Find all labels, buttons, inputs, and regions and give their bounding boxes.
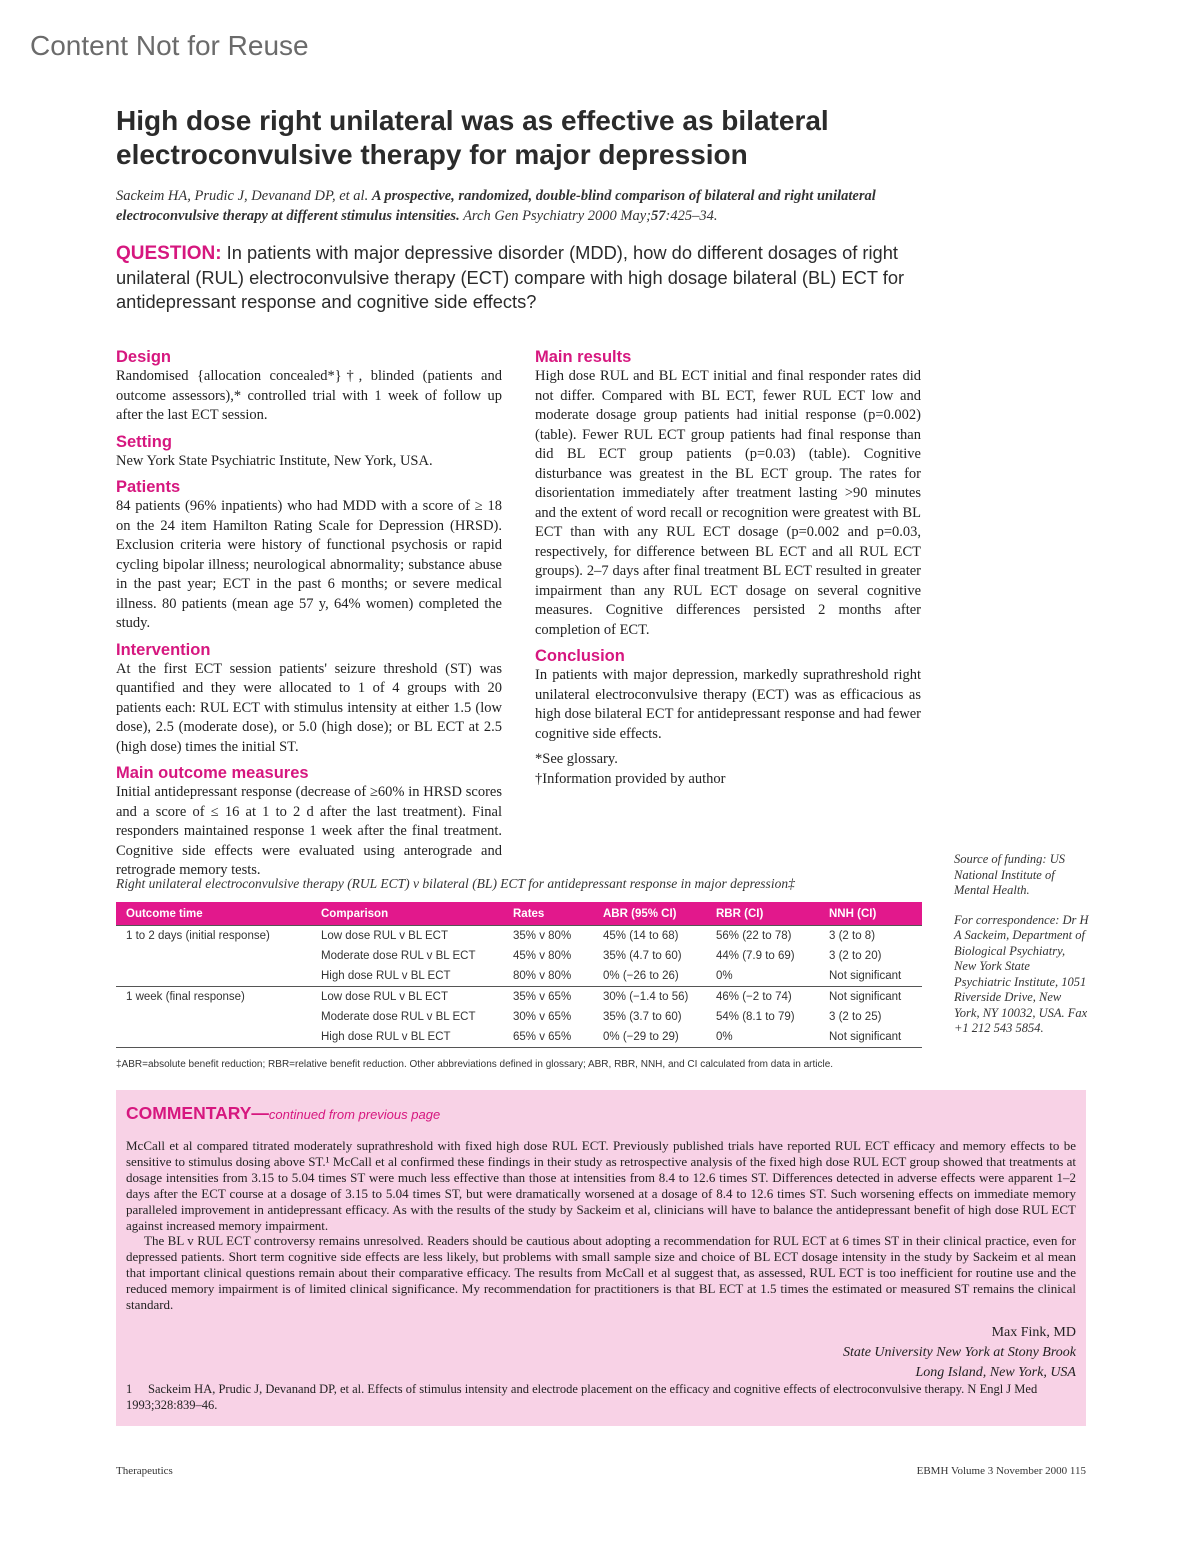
cell-comparison: Moderate dose RUL v BL ECT [321, 950, 476, 962]
cell-rates: 45% v 80% [513, 950, 572, 962]
cell-nnh: Not significant [819, 1027, 922, 1048]
header-rates: Rates [503, 902, 593, 926]
header-comparison: Comparison [311, 902, 503, 926]
cell-rates: 30% v 65% [513, 1011, 572, 1023]
header-abr: ABR (95% CI) [593, 902, 706, 926]
glossary-note: *See glossary. [535, 751, 618, 767]
cell-rbr: 46% (−2 to 74) [706, 987, 819, 1008]
cell-rates: 80% v 80% [513, 970, 572, 982]
cell-nnh: 3 (2 to 20) [829, 950, 882, 962]
funding-note: Source of funding: US National Institute of Mental Health. [954, 852, 1065, 897]
cell-rates: 35% v 80% [503, 926, 593, 947]
cell-outcome-time [116, 1027, 311, 1048]
question [116, 241, 916, 314]
header-rbr: RBR (CI) [706, 902, 819, 926]
cell-comparison: Low dose RUL v BL ECT [311, 987, 503, 1008]
conclusion-heading: Conclusion [535, 647, 625, 665]
cell-comparison: Moderate dose RUL v BL ECT [321, 1011, 476, 1023]
setting-heading: Setting [116, 432, 172, 451]
reference-number: 1 [126, 1382, 133, 1396]
citation-journal: Arch Gen Psychiatry 2000 May; [463, 208, 651, 224]
footer-journal-info: EBMH Volume 3 November 2000 115 [916, 1465, 1086, 1477]
cell-nnh: Not significant [829, 970, 902, 982]
cell-rbr: 56% (22 to 78) [706, 926, 819, 947]
watermark: Content Not for Reuse [30, 30, 309, 61]
cell-rbr: 54% (8.1 to 79) [716, 1011, 795, 1023]
patients-body: 84 patients (96% inpatients) who had MDD with a score of ≥ 18 on the 24 item Hamilton Rating Scale for Depression (HRSD). Exclusion criteria were history of functional psychosis or rapid cycling bipolar illness; neurological abnormality; substance abuse in the past year; ECT in the past 6 months; or severe medical illness. 80 patients (mean age 57 y, 64% women) completed the study. [116, 498, 502, 631]
conclusion-body: In patients with major depression, markedly suprathreshold right unilateral electroconvulsive therapy (ECT) was as efficacious as high dose bilateral ECT for antidepressant response and had fewer cognitive side effects. [535, 667, 921, 742]
cell-abr: 45% (14 to 68) [593, 926, 706, 947]
cell-nnh: Not significant [819, 987, 922, 1008]
cell-abr: 0% (−26 to 26) [603, 970, 679, 982]
footer-section-label: Therapeutics [116, 1465, 173, 1477]
results-body: High dose RUL and BL ECT initial and final responder rates did not differ. Compared with BL ECT, fewer RUL ECT low and moderate dosage group patients had initial response (p=0.002) (table). Fewer RUL ECT group patients had final response than did BL ECT group patients (p=0.03) (table). Cognitive disturbance was greatest in the BL ECT group. The rates for disorientation immediately after treatment lasting >90 minutes and the extent of word recall or recognition were greatest with BL ECT than with any RUL ECT dosage (p=0.002 and p=0.03, respectively, for difference between BL ECT and all RUL ECT groups). 2–7 days after final treatment BL ECT resulted in greater impairment than any RUL ECT dosage on several cognitive measures. Cognitive differences persisted 2 months after completion of ECT. [535, 368, 921, 638]
left-column [116, 347, 502, 887]
cell-nnh: 3 (2 to 25) [829, 1011, 882, 1023]
signature-author: Max Fink, MD [991, 1325, 1076, 1340]
table-caption: Right unilateral electroconvulsive therapy (RUL ECT) v bilateral (BL) ECT for antidepressant response in major depression‡ [116, 876, 795, 891]
cell-outcome-time [116, 946, 311, 966]
sidebar [954, 852, 1089, 1051]
intervention-heading: Intervention [116, 640, 211, 659]
table-row [116, 1007, 922, 1027]
signature-affiliation: State University New York at Stony Brook [842, 1345, 1076, 1360]
results-heading: Main results [535, 348, 632, 366]
cell-abr: 35% (4.7 to 60) [603, 950, 682, 962]
outcomes-heading: Main outcome measures [116, 764, 309, 782]
table-row [116, 966, 922, 987]
cell-comparison: Low dose RUL v BL ECT [311, 926, 503, 947]
table-row [116, 1027, 922, 1048]
table-row [116, 987, 922, 1008]
table-row [116, 946, 922, 966]
cell-rates: 65% v 65% [503, 1027, 593, 1048]
table-row [116, 926, 922, 947]
cell-rbr: 0% [716, 970, 733, 982]
cell-outcome-time [116, 1007, 311, 1027]
cell-comparison: High dose RUL v BL ECT [321, 970, 451, 982]
signature-location: Long Island, New York, USA [915, 1365, 1076, 1380]
table-footnote: ‡ABR=absolute benefit reduction; RBR=relative benefit reduction. Other abbreviations defined in glossary; ABR, RBR, NNH, and CI calculated from data in article. [116, 1059, 834, 1070]
results-table [116, 902, 922, 1048]
header-outcome-time: Outcome time [116, 902, 311, 926]
correspondence-note: For correspondence: Dr H A Sackeim, Department of Biological Psychiatry, New York State Psychiatric Institute, 1051 Riverside Drive, New York, NY 10032, USA. Fax +1 212 543 5854. [954, 912, 1089, 1035]
design-body: Randomised {allocation concealed*}†, blinded (patients and outcome assessors),* controlled trial with 1 week of follow up after the last ECT session. [116, 368, 502, 423]
table-header-row [116, 902, 922, 926]
header-nnh: NNH (CI) [819, 902, 922, 926]
reference-text: Sackeim HA, Prudic J, Devanand DP, et al. Effects of stimulus intensity and electrode placement on the efficacy and cognitive effects of electroconvulsive therapy. N Engl J Med 1993;328:839–46. [126, 1382, 1038, 1412]
commentary-paragraph: McCall et al compared titrated moderately suprathreshold with fixed high dose RUL ECT. Previously published trials have reported RUL ECT efficacy and memory effects to be sensitive to stimulus dosing above ST.¹ McCall et al confirmed these findings in their study as retrospective analysis of the fixed high dose RUL ECT group showed that treatments at dosage intensities from 3.15 to 5.04 times ST were much less effective than those at intensities from 8.4 to 12.6 times ST. Differences detected in adverse effects were apparent 1–2 days after the ECT course at a dosage of 3.15 to 5.04 times ST, but were dramatically worsened at a dosage of 8.4 to 12.6 times ST. Such worsening effects on immediate memory paralleled improvement in antidepressant efficacy. As with the results of the study by Sackeim et al, clinicians will have to balance the antidepressant benefit of high dose RUL ECT against increased memory impairment. [126, 1138, 1076, 1233]
cell-abr: 0% (−29 to 29) [593, 1027, 706, 1048]
setting-body: New York State Psychiatric Institute, New York, USA. [116, 452, 433, 469]
commentary-continued: continued from previous page [268, 1107, 441, 1122]
citation-article-title: A prospective, randomized, double-blind comparison of bilateral and right unilateral electroconvulsive therapy at different stimulus intensities. [116, 188, 876, 224]
cell-rates: 35% v 65% [503, 987, 593, 1008]
commentary-body [126, 1138, 1076, 1313]
cell-outcome-time: 1 week (final response) [116, 987, 311, 1008]
patients-heading: Patients [116, 478, 181, 496]
cell-nnh: 3 (2 to 8) [819, 926, 922, 947]
cell-abr: 35% (3.7 to 60) [603, 1011, 682, 1023]
commentary-reference [126, 1381, 1076, 1413]
author-info-note: †Information provided by author [535, 770, 726, 787]
question-text: In patients with major depressive disorder (MDD), how do different dosages of right unilateral (RUL) electroconvulsive therapy (ECT) compare with high dosage bilateral (BL) ECT for antidepressant response and cognitive side effects? [116, 242, 905, 312]
commentary-signature [843, 1323, 1076, 1383]
citation [116, 186, 916, 226]
commentary-heading: COMMENTARY— [126, 1103, 269, 1123]
right-column [535, 347, 921, 789]
cell-outcome-time: 1 to 2 days (initial response) [116, 926, 311, 947]
citation-pages: :425–34. [665, 208, 718, 224]
cell-comparison: High dose RUL v BL ECT [311, 1027, 503, 1048]
cell-rbr: 0% [706, 1027, 819, 1048]
design-heading: Design [116, 348, 172, 366]
intervention-body: At the first ECT session patients' seizure threshold (ST) was quantified and they were allocated to 1 of 4 groups with 20 patients each: RUL ECT with stimulus intensity at either 1.5 (low dose), 2.5 (moderate dose), or 5.0 (high dose); or BL ECT at 2.5 (high dose) times the initial ST. [116, 660, 502, 755]
article-title: High dose right unilateral was as effective as bilateral electroconvulsive therapy for major depression [116, 105, 829, 170]
commentary-box [116, 1090, 1086, 1426]
citation-authors: Sackeim HA, Prudic J, Devanand DP, et al. [116, 188, 369, 204]
outcomes-body: Initial antidepressant response (decrease of ≥60% in HRSD scores and a score of ≤ 16 at 1 to 2 d after the last treatment). Final responders maintained response 1 week after the final treatment. Cognitive side effects were evaluated using anterograde and retrograde memory tests. [116, 784, 502, 878]
question-label: QUESTION: [116, 243, 222, 264]
cell-abr: 30% (−1.4 to 56) [593, 987, 706, 1008]
commentary-title [126, 1103, 440, 1124]
commentary-paragraph: The BL v RUL ECT controversy remains unresolved. Readers should be cautious about adopting a recommendation for RUL ECT at 6 times ST in their clinical practice, even for depressed patients. Short term cognitive side effects are less likely, but problems with small sample size and choice of BL ECT dosage intensity in the study by Sackeim et al mean that important clinical questions remain about their comparative efficacy. The results from McCall et al suggest that, as assessed, RUL ECT is too inefficient for routine use and the reduced memory impairment is of limited clinical significance. My recommendation for practitioners is that BL ECT at 1.5 times the estimated or measured ST remains the clinical standard. [126, 1233, 1076, 1313]
cell-rbr: 44% (7.9 to 69) [716, 950, 795, 962]
citation-volume: 57 [650, 208, 666, 224]
cell-outcome-time [116, 966, 311, 987]
